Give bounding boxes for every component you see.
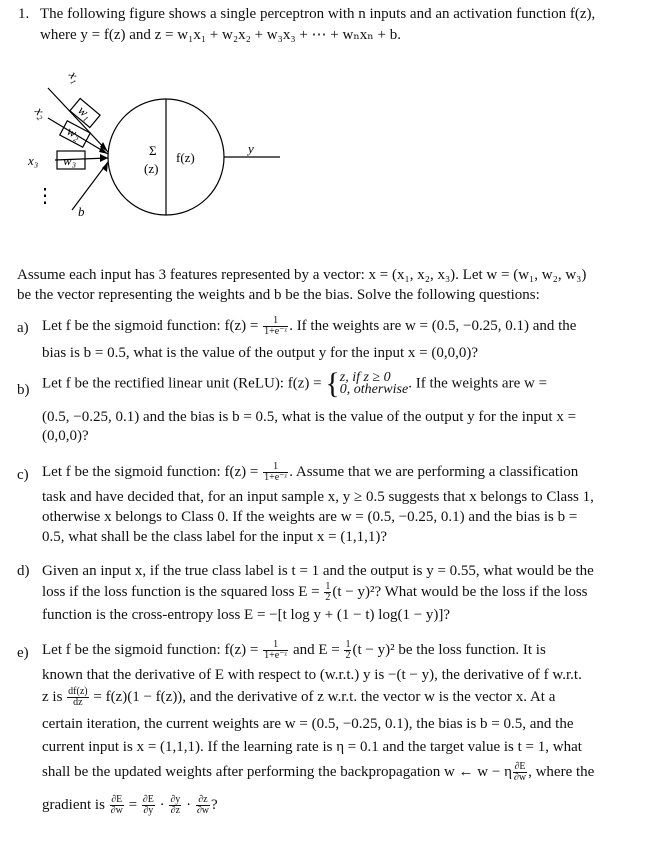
frac-den: ∂w: [196, 805, 209, 816]
input-line-1: [48, 88, 108, 152]
frac-den: 1+e⁻ᶻ: [264, 472, 288, 483]
part-e-text-6: shall be the updated weights after performing the backpropagation w ← w − η: [42, 763, 512, 780]
frac-num: 1: [345, 639, 351, 650]
part-e-text-9: ?: [210, 796, 218, 813]
input-label-1: x₁: [65, 68, 85, 86]
part-c-line-2: task and have decided that, for an input sample x, y ≥ 0.5 suggests that x belongs to Class 1,: [42, 489, 594, 505]
frac-den: ∂z: [170, 805, 181, 816]
half-fraction-d: [324, 582, 331, 603]
dfdz-fraction: [67, 687, 88, 708]
frac-num: ∂y: [170, 794, 181, 805]
ellipsis: ⋮: [35, 185, 55, 207]
part-e-text-8: gradient is: [42, 796, 105, 813]
part-c-line-3: otherwise x belongs to Class 0. If the weights are w = (0.5, −0.25, 0.1) and the bias is b =: [42, 509, 578, 525]
piecewise-brace: {: [325, 367, 340, 400]
frac-den: ∂w: [110, 805, 123, 816]
sigmoid-fraction-e: [263, 640, 288, 661]
part-c-text-1: Let f be the sigmoid function: f(z) =: [42, 463, 259, 480]
part-c-line-4: 0.5, what shall be the class label for the input x = (1,1,1)?: [42, 529, 388, 545]
part-d-text-1: loss if the loss function is the squared loss E =: [42, 583, 320, 600]
part-b-label: b): [17, 382, 30, 398]
frac-den: 2: [325, 592, 331, 603]
part-e-line-4: certain iteration, the current weights are w = (0.5, −0.25, 0.1), the bias is b = 0.5, and the: [42, 716, 574, 732]
sigmoid-fraction-c: [263, 462, 288, 483]
dot-1: ·: [159, 796, 165, 813]
part-e-label: e): [17, 645, 29, 661]
equals-sign: =: [128, 796, 138, 813]
assume-line-2: be the vector representing the weights and b be the bias. Solve the following questions:: [17, 287, 540, 303]
output-label: y: [248, 141, 254, 156]
arrowhead-3: [100, 154, 108, 162]
part-d-line-3: function is the cross-entropy loss E = −[t log y + (1 − t) log(1 − y)]?: [42, 607, 451, 623]
part-e-line-5: current input is x = (1,1,1). If the learning rate is η = 0.1 and the target value is t = 1, what: [42, 739, 582, 755]
sum-var: (z): [144, 161, 159, 176]
frac-num: 1: [263, 462, 288, 473]
frac-den: ∂w: [513, 772, 527, 783]
dEdw-fraction: [513, 762, 527, 783]
weight-label-3: w₃: [63, 153, 77, 168]
frac-den: 1+e⁻ᶻ: [264, 326, 288, 337]
part-e-text-3: (t − y)² be the loss function. It is: [352, 641, 546, 658]
part-d-line-1: Given an input x, if the true class label is t = 1 and the output is y = 0.55, what would be the: [42, 563, 594, 579]
part-a-line-2: bias is b = 0.5, what is the value of the output y for the input x = (0,0,0)?: [42, 345, 479, 361]
gradient-dzdw: [196, 795, 210, 816]
gradient-dEdy: [142, 795, 155, 816]
intro-line-2: where y = f(z) and z = w₁x₁ + w₂x₂ + w₃x₃ + ⋯ + wₙxₙ + b.: [40, 27, 402, 43]
part-d-line-2: [42, 582, 588, 603]
frac-num: ∂E: [142, 794, 154, 805]
case-1: z, if z ≥ 0: [339, 370, 391, 385]
part-b-text-2: . If the weights are w =: [408, 375, 548, 392]
part-e-line-6: [42, 762, 594, 783]
frac-num: df(z): [68, 686, 88, 697]
part-e-text-2: and E =: [292, 641, 340, 658]
case-2: 0, otherwise: [339, 382, 409, 397]
part-e-line-1: [42, 640, 546, 661]
part-b-line-2: (0.5, −0.25, 0.1) and the bias is b = 0.5, what is the value of the output y for the input x =: [42, 409, 577, 425]
part-b-text-1: Let f be the rectified linear unit (ReLU): f(z) =: [42, 375, 322, 392]
part-e-text-7: , where the: [528, 763, 595, 780]
part-c-text-2: . Assume that we are performing a classification: [289, 463, 579, 480]
frac-num: ∂z: [196, 795, 210, 806]
part-e-text-4: z is: [42, 688, 63, 705]
part-b-line-1: [42, 367, 548, 400]
weight-label-2: w₂: [64, 123, 84, 143]
dot-2: ·: [186, 796, 192, 813]
sigmoid-fraction-a: [263, 316, 288, 337]
part-e-line-7: [42, 795, 218, 816]
arrowhead-bias: [102, 162, 108, 172]
intro-line-1: The following figure shows a single perceptron with n inputs and an activation function f(z),: [40, 6, 596, 22]
frac-num: 1: [325, 581, 331, 592]
weight-label-1: w₁: [75, 102, 95, 123]
assume-line-1: Assume each input has 3 features represented by a vector: x = (x₁, x₂, x₃). Let w = (w₁, w₂, w₃): [17, 267, 587, 283]
part-e-text-5: = f(z)(1 − f(z)), and the derivative of z w.r.t. the vector w is the vector x. At a: [93, 688, 556, 705]
frac-num: ∂E: [111, 794, 123, 805]
question-number: 1.: [18, 6, 30, 22]
part-e-line-2: known that the derivative of E with respect to (w.r.t.) y is −(t − y), the derivative of f w.r.t.: [42, 667, 582, 683]
part-e-text-1: Let f be the sigmoid function: f(z) =: [42, 641, 259, 658]
part-c-label: c): [17, 467, 29, 483]
gradient-dydz: [169, 795, 181, 816]
part-a-text-2: . If the weights are w = (0.5, −0.25, 0.1) and the: [289, 317, 577, 334]
part-a-line-1: [42, 316, 576, 337]
gradient-dEdw: [110, 795, 124, 816]
frac-num: 1: [263, 640, 288, 651]
part-a-text-1: Let f be the sigmoid function: f(z) =: [42, 317, 259, 334]
input-label-3: x₃: [28, 153, 39, 168]
frac-den: dz: [73, 697, 83, 708]
frac-den: 1+e⁻ᶻ: [264, 650, 288, 661]
part-a-label: a): [17, 320, 29, 336]
part-d-text-2: (t − y)²? What would be the loss if the loss: [332, 583, 588, 600]
sum-symbol: Σ: [149, 143, 157, 158]
part-b-line-3: (0,0,0)?: [42, 428, 89, 444]
frac-num: 1: [263, 316, 288, 327]
input-label-2: x₂: [32, 103, 51, 122]
half-fraction-e: [344, 640, 351, 661]
part-e-line-3: [42, 687, 555, 708]
activation-label: f(z): [176, 150, 195, 165]
part-d-label: d): [17, 563, 30, 579]
piecewise-cases: [340, 372, 408, 396]
bias-label: b: [78, 204, 85, 219]
frac-num: ∂E: [514, 761, 526, 772]
frac-den: 2: [345, 650, 351, 661]
part-c-line-1: [42, 462, 578, 483]
frac-den: ∂y: [143, 805, 154, 816]
